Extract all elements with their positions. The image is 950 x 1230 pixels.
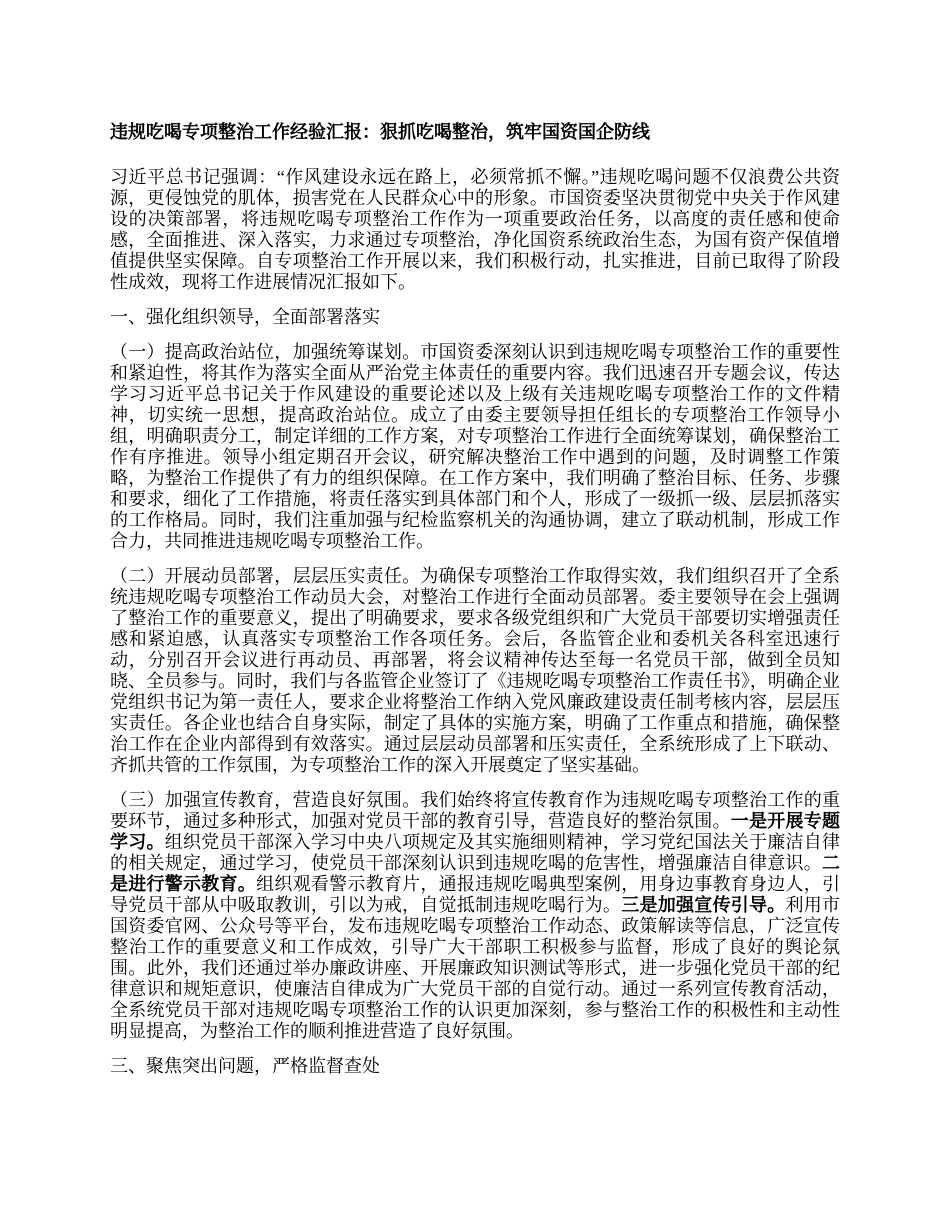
text-run: 利用市国资委官网、公众号等平台，发布违规吃喝专项整治工作动态、政策解读等信息，广泛宣传整治工作的重要意义和工作成效，引导广大干部职工积极参与监督，形成了良好的舆论氛围。此外，我们还通过举办廉政讲座、开展廉政知识测试等形式，进一步强化党员干部的纪律意识和规矩意识，使廉洁自律成为广大党员干部的自觉行动。通过一系列宣传教育活动，全系统党员干部对违规吃喝专项整治工作的认识更加深刻，参与整治工作的积极性和主动性明显提高，为整治工作的顺利推进营造了良好氛围。 <box>110 895 841 1041</box>
text-run: （二）开展动员部署，层层压实责任。为确保专项整治工作取得实效，我们组织召开了全系统违规吃喝专项整治工作动员大会，对整治工作进行全面动员部署。委主要领导在会上强调了整治工作的重要意义，提出了明确要求，要求各级党组织和广大党员干部要切实增强责任感和紧迫感，认真落实专项整治工作各项任务。会后，各监管企业和委机关各科室迅速行动，分别召开会议进行再动员、再部署，将会议精神传达至每一名党员干部，做到全员知晓、全员参与。同时，我们与各监管企业签订了《违规吃喝专项整治工作责任书》，明确企业党组织书记为第一责任人，要求企业将整治工作纳入党风廉政建设责任制考核内容，层层压实责任。各企业也结合自身实际，制定了具体的实施方案，明确了工作重点和措施，确保整治工作在企业内部得到有效落实。通过层层动员部署和压实责任，全系统形成了上下联动、齐抓共管的工作氛围，为专项整治工作的深入开展奠定了坚实基础。 <box>110 566 840 775</box>
body-paragraph <box>110 566 840 776</box>
section-heading <box>110 1056 840 1077</box>
body-paragraph <box>110 342 840 552</box>
bold-text-run: 一是开展专题学习。 <box>110 811 841 852</box>
text-run: 一、强化组织领导，全面部署落实 <box>110 307 380 327</box>
section-heading <box>110 307 840 328</box>
document-title: 违规吃喝专项整治工作经验汇报：狠抓吃喝整治，筑牢国资国企防线 <box>110 122 650 142</box>
text-run: （三）加强宣传教育，营造良好氛围。我们始终将宣传教育作为违规吃喝专项整治工作的重要环节，通过多种形式，加强对党员干部的教育引导，营造良好的整治氛围。 <box>110 790 840 831</box>
text-run: （一）提高政治站位，加强统筹谋划。市国资委深刻认识到违规吃喝专项整治工作的重要性和紧迫性，将其作为落实全面从严治党主体责任的重要内容。我们迅速召开专题会议，传达学习习近平总书记关于作风建设的重要论述以及上级有关违规吃喝专项整治工作的文件精神，切实统一思想，提高政治站位。成立了由委主要领导担任组长的专项整治工作领导小组，明确职责分工，制定详细的工作方案，对专项整治工作进行全面统筹谋划，确保整治工作有序推进。领导小组定期召开会议，研究解决整治工作中遇到的问题，及时调整工作策略，为整治工作提供了有力的组织保障。在工作方案中，我们明确了整治目标、任务、步骤和要求，细化了工作措施，将责任落实到具体部门和个人，形成了一级抓一级、层层抓落实的工作格局。同时，我们注重加强与纪检监察机关的沟通协调，建立了联动机制，形成工作合力，共同推进违规吃喝专项整治工作。 <box>110 342 840 551</box>
text-run: 组织观看警示教育片，通报违规吃喝典型案例，用身边事教育身边人，引导党员干部从中吸取教训，引以为戒，自觉抵制违规吃喝行为。 <box>110 874 841 915</box>
text-run: 组织党员干部深入学习中央八项规定及其实施细则精神，学习党纪国法关于廉洁自律的相关规定，通过学习，使党员干部深刻认识到违规吃喝的危害性，增强廉洁自律意识。 <box>110 832 841 873</box>
text-run: 习近平总书记强调：“作风建设永远在路上，必须常抓不懈。”违规吃喝问题不仅浪费公共资源，更侵蚀党的肌体，损害党在人民群众心中的形象。市国资委坚决贯彻党中央关于作风建设的决策部署，将违规吃喝专项整治工作作为一项重要政治任务，以高度的责任感和使命感，全面推进、深入落实，力求通过专项整治，净化国资系统政治生态，为国有资产保值增值提供坚实保障。自专项整治工作开展以来，我们积极行动，扎实推进，目前已取得了阶段性成效，现将工作进展情况汇报如下。 <box>110 167 840 292</box>
bold-text-run: 二是进行警示教育。 <box>110 853 840 894</box>
document-body <box>110 167 840 1077</box>
body-paragraph <box>110 167 840 293</box>
body-paragraph <box>110 790 840 1042</box>
text-run: 三、聚焦突出问题，严格监督查处 <box>110 1056 380 1076</box>
bold-text-run: 三是加强宣传引导。 <box>621 895 786 915</box>
